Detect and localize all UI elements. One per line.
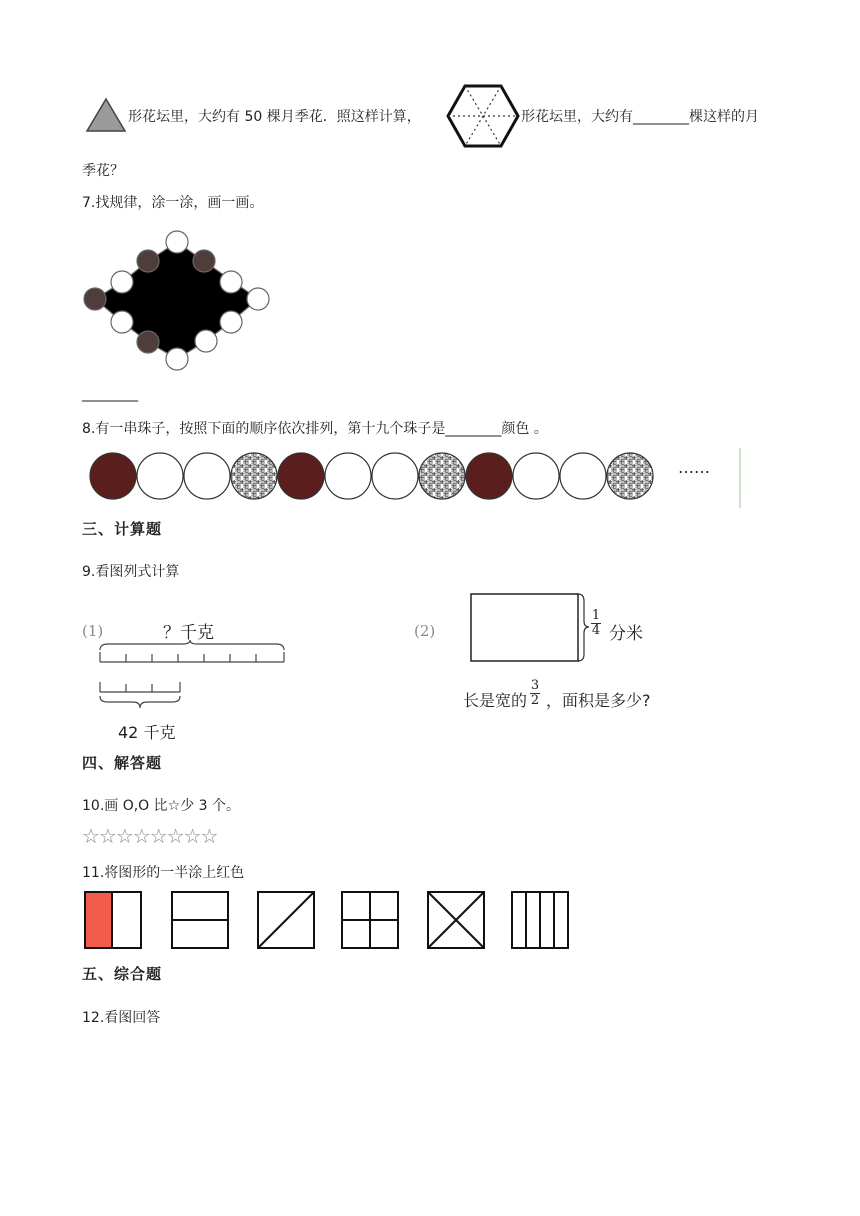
fraction-numerator: 1: [591, 608, 601, 623]
q9-part2-question-part2: ，面积是多少?: [546, 691, 651, 710]
q6-line1-part2: 形花坛里，大约有________棵这样的月: [521, 109, 759, 125]
section5-title: 五、综合题: [82, 965, 163, 983]
q9-part1-label: (1): [82, 622, 104, 640]
q9-part1-unknown-label: ？千克: [163, 623, 214, 643]
bead-diamond-pattern: [82, 228, 277, 374]
q9-prompt: 9.看图列式计算: [82, 564, 180, 580]
q11-prompt: 11.将图形的一半涂上红色: [82, 865, 245, 881]
q9-part2-question-fraction: [530, 679, 540, 708]
q9-part2-rectangle: [470, 592, 590, 664]
section3-title: 三、计算题: [82, 520, 163, 538]
q9-part1-known-label: 42 千克: [118, 723, 176, 742]
q12-prompt: 12.看图回答: [82, 1010, 161, 1026]
q7-prompt: 7.找规律，涂一涂，画一画。: [82, 195, 264, 211]
hexagon-flowerbed-icon: [446, 84, 520, 148]
q8-prompt: 8.有一串珠子，按照下面的顺序依次排列，第十九个珠子是________颜色 。: [82, 421, 548, 437]
q11-shape-row: [84, 890, 574, 952]
fraction-denominator: 2: [530, 693, 540, 708]
q9-part2-unit: 分米: [609, 624, 643, 644]
fraction-numerator: 3: [530, 678, 540, 693]
bead-string-row: [88, 448, 748, 508]
q10-prompt: 10.画 O,O 比☆少 3 个。: [82, 798, 241, 814]
q7-answer-blank[interactable]: ________: [82, 386, 138, 402]
q6-line2: 季花？: [82, 163, 124, 179]
q8-ellipsis: ……: [678, 458, 710, 477]
q9-part2-question-part1: 长是宽的: [463, 691, 528, 710]
fraction-denominator: 4: [591, 623, 601, 638]
q9-part1-segment-diagram: [98, 640, 288, 720]
triangle-flowerbed-icon: [85, 97, 127, 133]
q9-part2-label: (2): [414, 622, 436, 640]
q6-line1-part1: 形花坛里，大约有 50 棵月季花．照这样计算，: [128, 109, 421, 125]
q10-star-row: ☆☆☆☆☆☆☆☆: [82, 824, 218, 848]
q9-part2-width-fraction: [591, 609, 601, 638]
section4-title: 四、解答题: [82, 754, 163, 772]
